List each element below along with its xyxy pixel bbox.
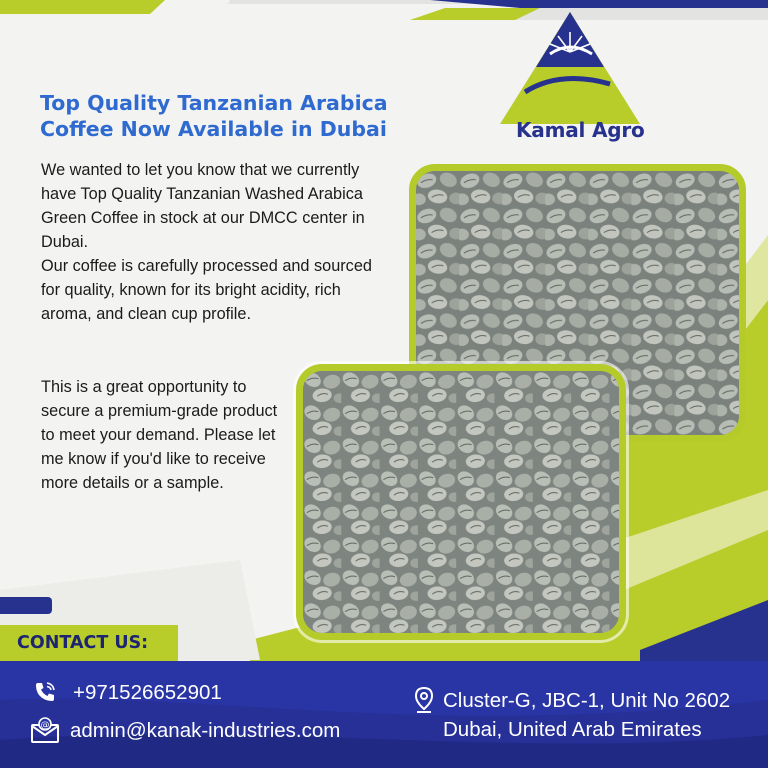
email-icon [31, 717, 59, 743]
svg-text:@: @ [40, 720, 50, 731]
address-line-2: Dubai, United Arab Emirates [443, 718, 702, 741]
contact-heading: CONTACT US: [17, 633, 149, 653]
green-coffee-beans-photo [296, 364, 626, 640]
decorative-tab [0, 597, 52, 614]
contact-heading-tab [0, 625, 178, 661]
phone-icon [33, 680, 57, 704]
paragraph-opportunity: This is a great opportunity to secure a premium-grade product to meet your demand. Please let me know if you'd like to receive more details or a sample. [41, 378, 278, 492]
email-address[interactable]: admin@kanak-industries.com [70, 719, 341, 742]
beans-texture [303, 371, 619, 633]
headline: Top Quality Tanzanian Arabica Coffee Now Available in Dubai [40, 91, 388, 141]
contact-footer [0, 661, 768, 768]
phone-number[interactable]: +971526652901 [73, 681, 222, 704]
paragraph-availability: We wanted to let you know that we currently have Top Quality Tanzanian Washed Arabica Green Coffee in stock at our DMCC center in Dubai. [41, 161, 365, 251]
paragraph-quality: Our coffee is carefully processed and sourced for quality, known for its bright acidity, rich aroma, and clean cup profile. [41, 257, 372, 323]
location-pin-icon [413, 687, 435, 713]
address-line-1: Cluster-G, JBC-1, Unit No 2602 [443, 689, 731, 712]
brand-name: Kamal Agro [516, 118, 645, 142]
